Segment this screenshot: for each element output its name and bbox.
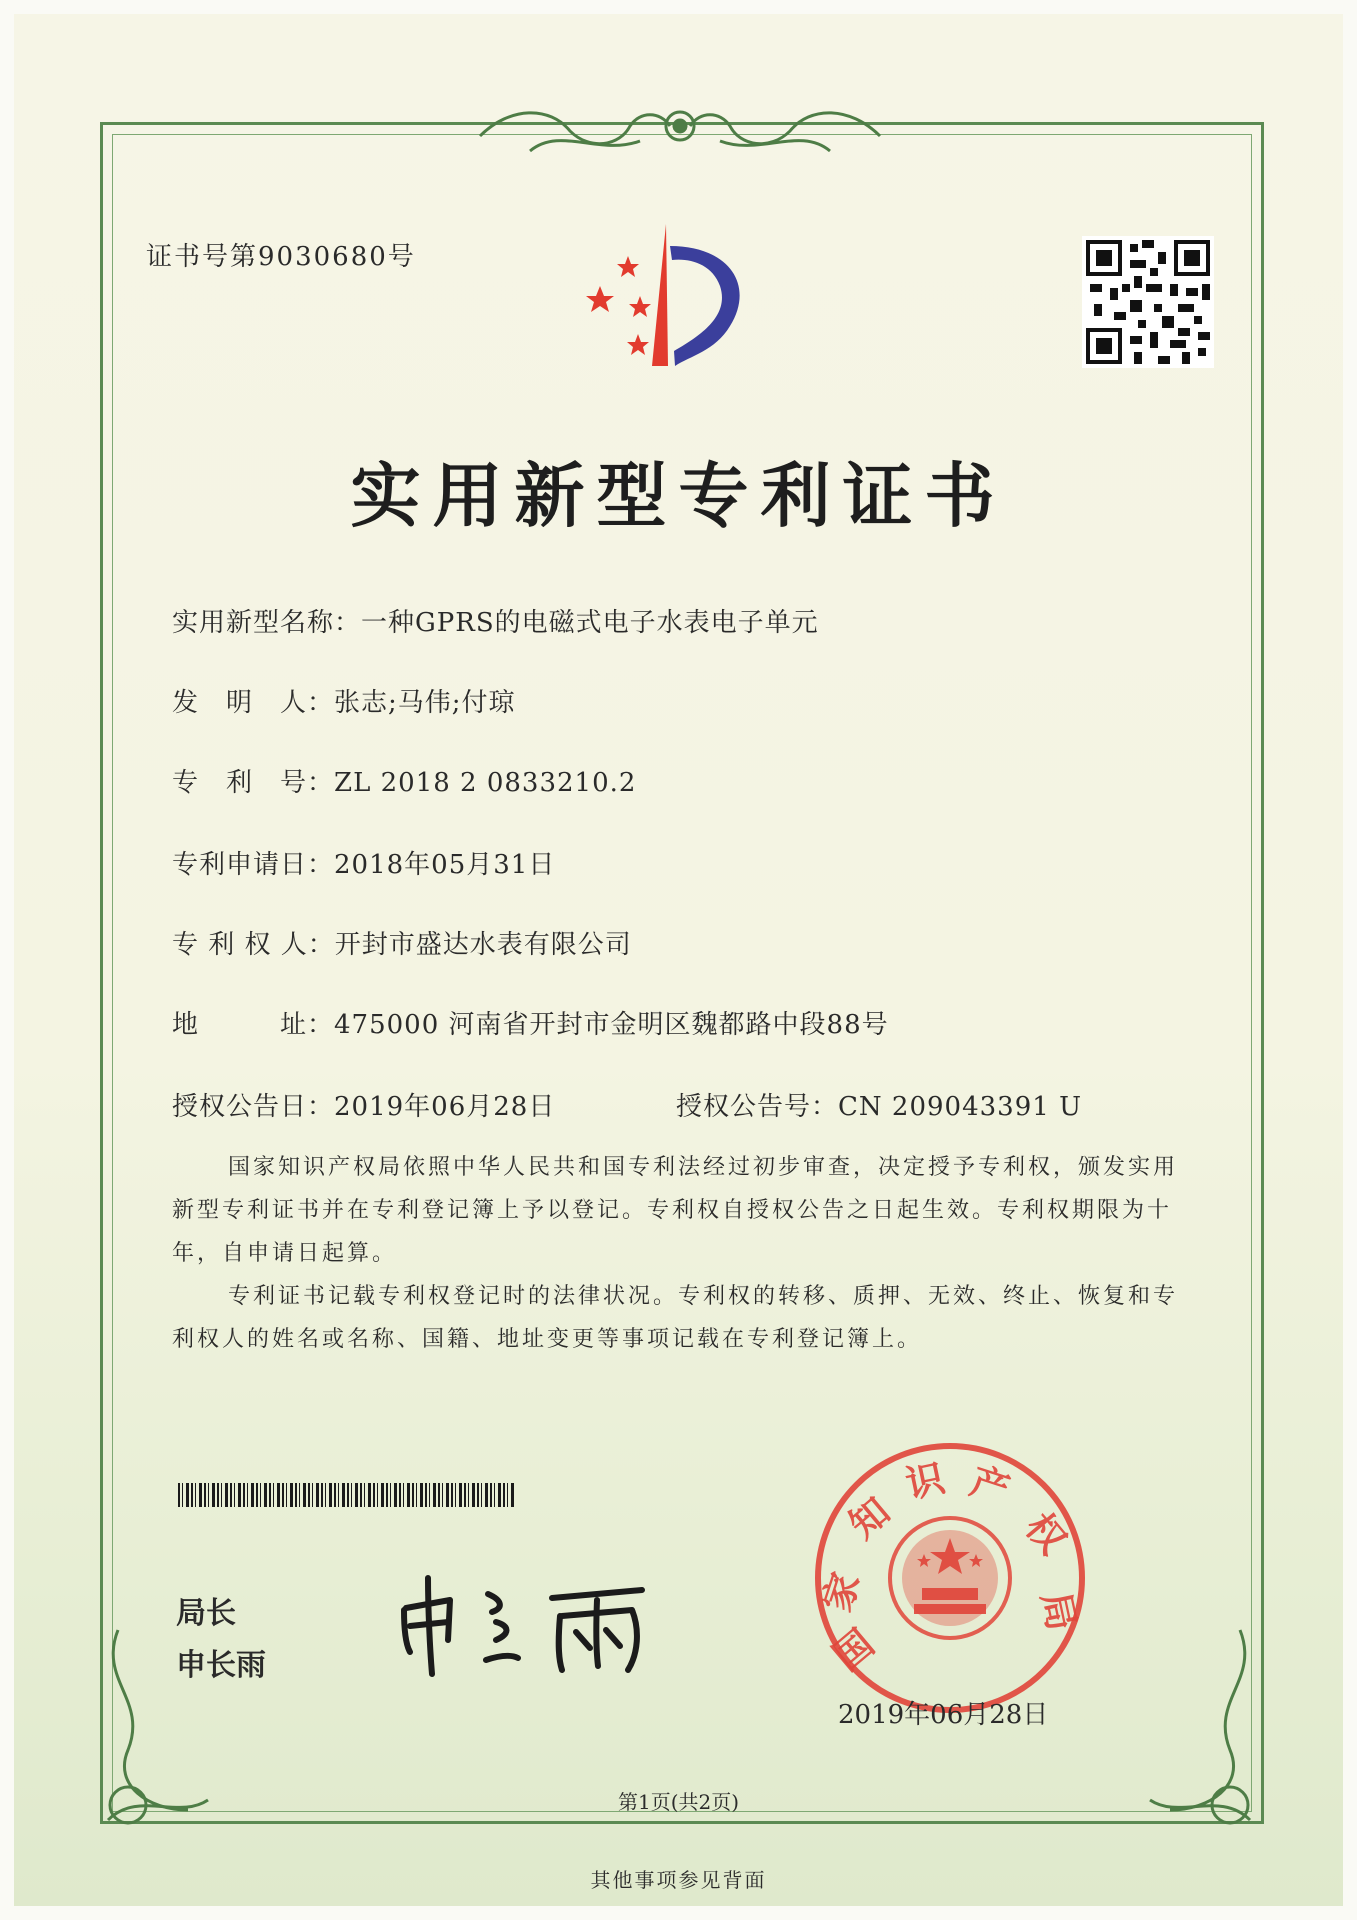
barcode xyxy=(178,1483,514,1507)
svg-text:识: 识 xyxy=(902,1455,949,1507)
svg-text:权: 权 xyxy=(1016,1504,1076,1563)
field-value: CN 209043391 U xyxy=(838,1092,1082,1122)
field-patent-number xyxy=(172,762,636,799)
field-label: 授权公告号： xyxy=(676,1092,839,1122)
field-application-date xyxy=(172,844,555,881)
svg-text:家: 家 xyxy=(814,1567,869,1617)
field-label: 授权公告日： xyxy=(172,1092,335,1122)
field-value: 开封市盛达水表有限公司 xyxy=(334,930,632,960)
legal-statement xyxy=(172,1146,1182,1361)
patent-office-logo xyxy=(580,216,800,376)
field-inventors xyxy=(172,682,516,719)
svg-text:局: 局 xyxy=(1033,1588,1085,1635)
svg-text:产: 产 xyxy=(965,1458,1015,1513)
qr-code xyxy=(1082,236,1214,368)
page-info: 第1页(共2页) xyxy=(617,1790,740,1814)
legal-paragraph-2: 专利证书记载专利权登记时的法律状况。专利权的转移、质押、无效、终止、恢复和专利权人的姓名或名称、国籍、地址变更等事项记载在专利登记簿上。 xyxy=(172,1284,1179,1352)
field-label: 专利申请日： xyxy=(172,850,335,880)
director-name: 申长雨 xyxy=(176,1648,266,1683)
field-announcement-number xyxy=(676,1086,1082,1123)
field-patentee xyxy=(172,924,632,961)
director-signature xyxy=(392,1570,682,1680)
field-value: 2019年06月28日 xyxy=(334,1092,556,1122)
certificate-title: 实用新型专利证书 xyxy=(350,455,1007,537)
field-value: 475000 河南省开封市金明区魏都路中段88号 xyxy=(334,1010,889,1040)
field-label: 地 址： xyxy=(172,1010,335,1040)
official-seal xyxy=(810,1438,1090,1718)
field-label: 发 明 人： xyxy=(172,688,335,718)
field-label: 专 利 号： xyxy=(172,768,335,798)
seal-date: 2019年06月28日 xyxy=(838,1700,1049,1730)
field-utility-model-name xyxy=(172,602,819,639)
legal-paragraph-1: 国家知识产权局依照中华人民共和国专利法经过初步审查，决定授予专利权，颁发实用新型专利证书并在专利登记簿上予以登记。专利权自授权公告之日起生效。专利权期限为十年，自申请日起算。 xyxy=(172,1155,1179,1266)
field-value: ZL 2018 2 0833210.2 xyxy=(334,768,637,798)
field-value: 一种GPRS的电磁式电子水表电子单元 xyxy=(361,608,819,638)
director-title: 局长 xyxy=(176,1596,236,1631)
back-note: 其他事项参见背面 xyxy=(590,1868,767,1892)
certificate-number: 证书号第9030680号 xyxy=(146,242,416,272)
svg-text:国: 国 xyxy=(824,1620,883,1680)
field-label: 实用新型名称： xyxy=(172,608,362,638)
field-value: 张志;马伟;付琼 xyxy=(334,688,516,718)
field-value: 2018年05月31日 xyxy=(334,850,556,880)
field-address xyxy=(172,1004,889,1041)
field-label: 专 利 权 人： xyxy=(172,930,335,960)
svg-text:知: 知 xyxy=(840,1488,899,1548)
top-ornament xyxy=(470,96,890,166)
field-grant-date xyxy=(172,1086,555,1123)
